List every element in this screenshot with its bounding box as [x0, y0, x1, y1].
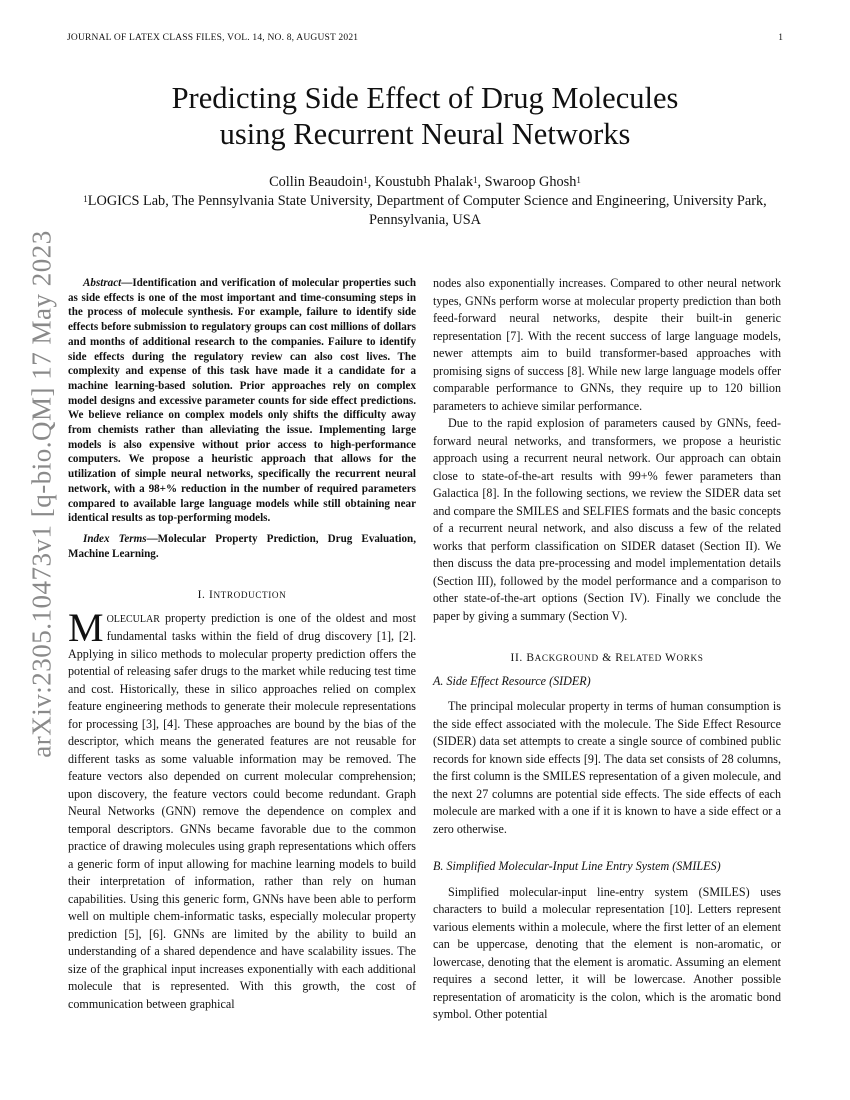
section-title-part: W: [661, 652, 677, 664]
abstract-label: Abstract: [83, 277, 122, 289]
title-line-1: Predicting Side Effect of Drug Molecules: [171, 81, 679, 115]
section-heading-background: [433, 650, 781, 668]
author-list: Collin Beaudoin$^1$, Koustubh Phalak$^1$, Swaroop Ghosh$^1$: [269, 174, 581, 190]
affiliation: [66, 192, 784, 230]
intro-paragraph: [68, 604, 416, 1014]
section-heading-introduction: [68, 587, 416, 605]
arxiv-stamp: [12, 230, 72, 758]
author-affiliation-mark: 1: [363, 175, 368, 185]
section-title-part: &: [598, 652, 616, 664]
section-title-part: ELATED: [623, 653, 662, 663]
paper-title: [70, 80, 780, 152]
index-terms-text: Molecular Property Prediction, Drug Evaluation, Machine Learning.: [68, 532, 416, 560]
author-affiliation-mark: 1: [472, 175, 478, 185]
subsection-heading-sider: A. Side Effect Resource (SIDER): [433, 673, 591, 688]
affiliation-mark: 1: [83, 194, 88, 204]
left-column: [68, 276, 416, 1013]
arxiv-stamp-text: arXiv:2305.10473v1 [q-bio.QM] 17 May 2023: [26, 230, 57, 758]
section-number: II.: [510, 652, 527, 664]
section-title-part: ACKGROUND: [534, 653, 599, 663]
body-paragraph: Due to the rapid explosion of parameters caused by GNNs, feed-forward neural networks, and transformers, we propose a heuristic approach using a recurrent neural network. Our approach can obtain close to state-of-the-art results with 99+% fewer parameters than Galactica [8]. In the following sections, we review the SIDER data set and compare the SMILES and SELFIES formats and the basic concepts of a recurrent neural network, and also discuss a few of the related works that perform classification on SIDER dataset (Section II). We then discuss the data pre-processing and model implementation details (Section III), followed by the model performance and a comparison to other state-of-the-art options (Section IV). Finally we conclude the paper by giving a summary (Section V).: [433, 416, 781, 623]
sider-paragraph: The principal molecular property in terms of human consumption is the side effect associated with the molecule. The Side Effect Resource (SIDER) data set attempts to create a single source of combined public records for known side effects [9]. The data set consists of 28 columns, the first column is the SMILES representation of a given molecule, and the next 27 columns are potential side effects. The side effects of each molecule are marked with a one if it is known to have a side effect or a zero otherwise.: [433, 699, 781, 836]
page-number: 1: [778, 33, 783, 43]
drop-cap: M: [68, 604, 104, 650]
affiliation-text: LOGICS Lab, The Pennsylvania State University, Department of Computer Science and Engineering, University Park, Pennsylvania, USA: [87, 193, 767, 228]
section-title-part: ORKS: [676, 653, 704, 663]
abstract-dash: —: [121, 277, 133, 289]
right-column: [433, 275, 781, 1024]
intro-smallcaps: OLECULAR: [106, 613, 160, 625]
author-name: Koustubh Phalak: [374, 174, 473, 190]
journal-header: JOURNAL OF LATEX CLASS FILES, VOL. 14, NO. 8, AUGUST 2021: [67, 33, 359, 43]
abstract: [68, 276, 416, 526]
index-terms-label: Index Terms: [83, 532, 147, 545]
abstract-text: Identification and verification of molecular properties such as side effects is one of the most important and time-consuming steps in the process of molecule synthesis. For example, failure to identify side effects before submission to regulatory groups can cost millions of dollars and months of additional research to the companies. Failure to identify side effects during the regulatory review can also cost lives. The complexity and expense of this task have made it a candidate for a machine learning-based solution. Prior approaches rely on complex model designs and excessive parameter counts for side effect predictions. We believe reliance on complex models only shifts the difficulty away from chemists rather than alleviating the issue. Implementing large models is also expensive without prior access to high-performance computers. We propose a heuristic approach that allows for the utilization of simple neural networks, specifically the recurrent neural network, with a 98+% reduction in the number of required parameters compared to available large language models while still obtaining near identical results as top-performing models.: [68, 277, 416, 525]
subsection-heading-smiles: B. Simplified Molecular-Input Line Entry System (SMILES): [433, 859, 721, 873]
smiles-paragraph: Simplified molecular-input line-entry system (SMILES) uses characters to build a molecular representation [10]. Letters represent various elements within a molecule, where the first letter of an element can be uppercase, denoting that the element is non-aromatic, or lowercase, denoting that the element is aromatic. Assuming an element requires a second letter, it will be lowercase. Another possible representation of aromaticity is the colon, which is the aromatic bond symbol. Other potential: [433, 884, 781, 1021]
section-title-rest: NTRODUCTION: [213, 590, 287, 601]
section-number: I.: [197, 589, 209, 602]
section-title-initial: I: [209, 589, 214, 602]
author-name: Swaroop Ghosh: [484, 174, 577, 190]
index-terms-dash: —: [146, 532, 158, 545]
author-name: Collin Beaudoin: [269, 174, 364, 190]
title-line-2: using Recurrent Neural Networks: [219, 117, 631, 151]
index-terms: [68, 532, 416, 561]
intro-text: property prediction is one of the oldest and most fundamental tasks within the field of drug discovery [1], [2]. Applying in silico methods to molecular property prediction offers the potential of releasing safer drugs to the market while reducing test time and cost. Historically, these in silico approaches relied on complex feature engineering methods to generate their molecule representations for processing [3], [4]. These approaches are bound by the bias of the descriptor, which means the generated features are not reusable for different tasks as some valuable information may be removed. The feature vectors also depended on current molecular comprehension; upon discovery, the feature vectors could become redundant. Graph Neural Networks (GNN) remove the dependence on complex and temporal descriptors. GNNs became favorable due to the common practice of drawing molecules using graph representations which offers a generic form of input allowing for machine learning models to build their interpretation of information, rather than rely on human capabilities. Using this generic form, GNNs have been able to perform well on multiple chem-informatic tasks, especially molecular property prediction [5], [6]. GNNs are limited by the ability to build an understanding of a shared dependence and have scalability issues. The size of the graphical input increases exponentially with each additional molecule that is represented. With this growth, the cost of communication between graphical: [68, 610, 416, 1011]
section-title-part: B: [526, 652, 535, 664]
body-paragraph: nodes also exponentially increases. Compared to other neural network types, GNNs perform worse at molecular property prediction than both feed-forward neural networks, despite their built-in generic representation [7]. With the recent success of large language models, newer attempts aim to build transformer-based approaches with promising signs of success [8]. While new large language models offer comparable performance to GNNs, they require up to 120 billion parameters to achieve similar performance.: [433, 276, 781, 413]
section-title-part: R: [615, 652, 624, 664]
running-header: [67, 33, 783, 47]
author-affiliation-mark: 1: [576, 175, 581, 185]
